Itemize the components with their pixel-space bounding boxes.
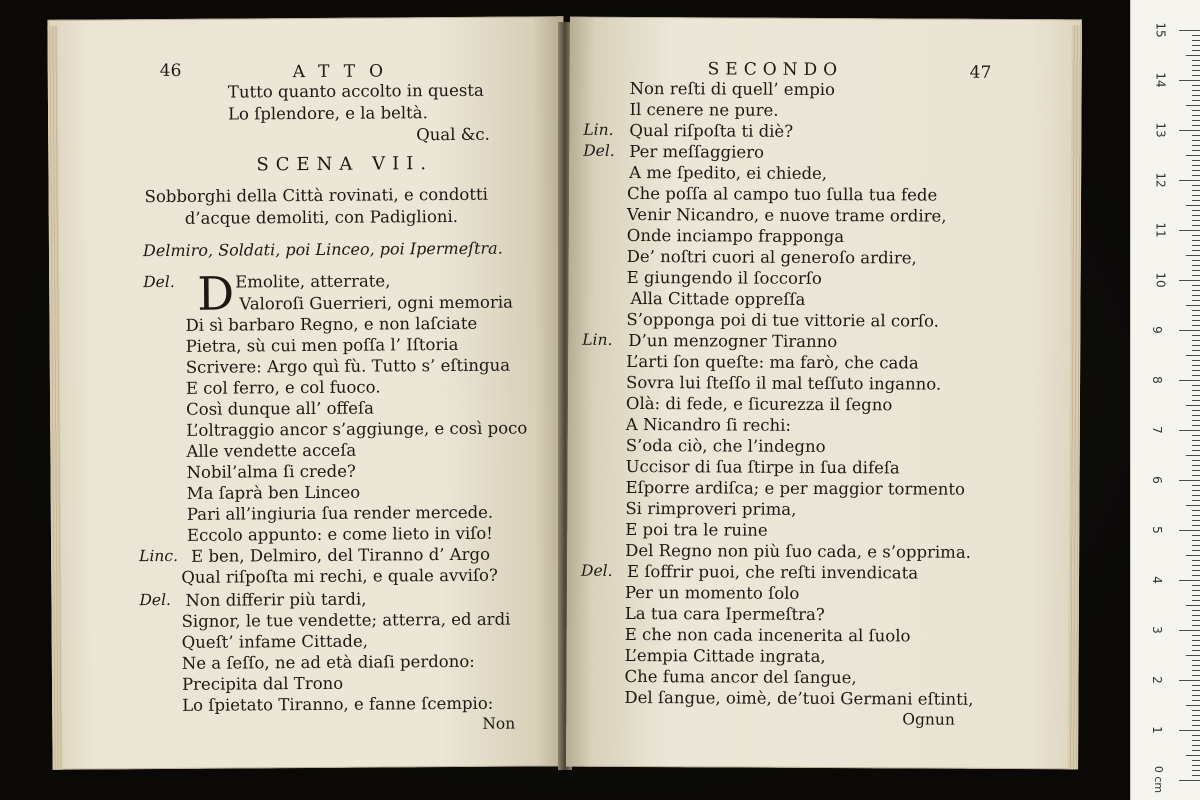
ruler-tick <box>1192 760 1200 761</box>
text-line: Signor, le tue vendette; atterra, ed ardi <box>181 609 511 631</box>
ruler-tick <box>1192 290 1200 291</box>
ruler-tick <box>1192 510 1200 511</box>
ruler-number: 9 <box>1149 326 1164 334</box>
ruler-tick <box>1186 605 1200 606</box>
ruler-tick <box>1192 395 1200 396</box>
ruler-tick <box>1192 60 1200 61</box>
ruler-tick <box>1192 415 1200 416</box>
ruler-tick <box>1192 645 1200 646</box>
ruler-tick <box>1192 735 1200 736</box>
ruler-tick <box>1192 675 1200 676</box>
text-line: Non differir più tardi, <box>185 589 367 610</box>
ruler-tick <box>1192 40 1200 41</box>
text-line: Queſt’ infame Cittade, <box>181 631 369 652</box>
text-line: Ne a ſeſſo, ne ad età diaſi perdono: <box>181 651 475 673</box>
ruler-tick <box>1186 355 1200 356</box>
ruler-tick <box>1186 55 1200 56</box>
ruler-tick <box>1192 620 1200 621</box>
text-line: Alle vendette acceſa <box>186 440 357 461</box>
ruler-tick <box>1192 435 1200 436</box>
ruler-tick <box>1192 775 1200 776</box>
text-line: L’oltraggio ancor s’aggiunge, e così poco <box>186 418 528 440</box>
ruler-tick <box>1186 555 1200 556</box>
ruler-tick <box>1179 730 1200 731</box>
ruler-tick <box>1192 120 1200 121</box>
ruler-tick <box>1192 150 1200 151</box>
ruler-tick <box>1192 465 1200 466</box>
ruler-tick <box>1192 770 1200 771</box>
ruler-tick <box>1192 515 1200 516</box>
ruler-tick <box>1192 195 1200 196</box>
ruler-tick <box>1192 410 1200 411</box>
ruler-tick <box>1192 370 1200 371</box>
ruler-tick <box>1179 180 1200 181</box>
ruler-tick <box>1192 100 1200 101</box>
ruler-number: 12 <box>1153 172 1168 188</box>
ruler-tick <box>1192 460 1200 461</box>
left-page <box>47 16 568 770</box>
text-line: Lo ſpietato Tiranno, e fanne ſcempio: <box>182 693 494 715</box>
ruler-tick <box>1192 325 1200 326</box>
ruler-tick <box>1192 575 1200 576</box>
ruler-tick <box>1192 310 1200 311</box>
text-line: E poi tra le ruine <box>625 519 768 540</box>
ruler-tick <box>1192 345 1200 346</box>
ruler-tick <box>1192 725 1200 726</box>
text-line: Emolite, atterrate, <box>235 271 391 292</box>
ruler-tick <box>1192 225 1200 226</box>
speaker-label: Lin. <box>582 330 613 349</box>
ruler-tick <box>1192 75 1200 76</box>
ruler-tick <box>1192 560 1200 561</box>
ruler-tick <box>1179 280 1200 281</box>
ruler-tick <box>1179 80 1200 81</box>
text-line: Per meſſaggiero <box>629 141 765 162</box>
text-line: L’empia Cittade ingrata, <box>624 645 826 667</box>
ruler-tick <box>1192 540 1200 541</box>
ruler-tick <box>1186 255 1200 256</box>
ruler-tick <box>1192 710 1200 711</box>
page-edges-right <box>1068 25 1082 769</box>
ruler-tick <box>1186 505 1200 506</box>
ruler-number: 14 <box>1153 72 1168 88</box>
ruler-tick <box>1186 205 1200 206</box>
ruler-tick <box>1192 385 1200 386</box>
ruler-tick <box>1179 780 1200 781</box>
ruler-tick <box>1192 570 1200 571</box>
ruler-tick <box>1192 490 1200 491</box>
ruler-tick <box>1192 520 1200 521</box>
ruler-number: 2 <box>1149 676 1164 684</box>
ruler-number: 1 <box>1149 726 1164 734</box>
ruler-tick <box>1192 295 1200 296</box>
text-line: La tua cara Ipermeſtra? <box>624 603 825 625</box>
ruler-tick <box>1179 580 1200 581</box>
ruler-tick <box>1192 350 1200 351</box>
ruler-tick <box>1192 200 1200 201</box>
right-page <box>566 17 1082 770</box>
text-line: Si rimproveri prima, <box>625 498 797 519</box>
ruler-tick <box>1192 245 1200 246</box>
ruler-tick <box>1192 610 1200 611</box>
ruler-tick <box>1192 625 1200 626</box>
speaker-label: Lin. <box>583 120 614 139</box>
ruler-tick <box>1192 425 1200 426</box>
text-line: Precipita dal Trono <box>181 673 344 694</box>
ruler-number: 10 <box>1153 272 1168 288</box>
ruler-tick <box>1179 480 1200 481</box>
ruler-tick <box>1192 590 1200 591</box>
ruler-tick <box>1192 215 1200 216</box>
ruler-tick <box>1192 400 1200 401</box>
speaker-label: Del. <box>583 141 615 160</box>
text-line: L’arti ſon queſte: ma farò, che cada <box>626 351 919 373</box>
ruler-tick <box>1186 655 1200 656</box>
ruler-tick <box>1179 230 1200 231</box>
ruler-tick <box>1192 750 1200 751</box>
ruler-tick <box>1192 440 1200 441</box>
ruler-tick <box>1192 240 1200 241</box>
text-line: Del ſangue, oimè, de’tuoi Germani eſtinti, <box>624 687 974 709</box>
ruler-tick <box>1192 595 1200 596</box>
text-line: E ſoffrir puoi, che reſti invendicata <box>627 561 919 583</box>
ruler-tick <box>1192 270 1200 271</box>
ruler-tick <box>1192 360 1200 361</box>
text-line: E col ferro, e col fuoco. <box>185 377 381 398</box>
ruler-tick <box>1186 455 1200 456</box>
ruler-tick <box>1192 190 1200 191</box>
setting-line: d’acque demoliti, con Padiglioni. <box>184 206 459 228</box>
speaker-label: Del. <box>581 561 613 580</box>
ruler-tick <box>1186 155 1200 156</box>
page-number-left: 46 <box>159 60 182 82</box>
ruler-tick <box>1179 530 1200 531</box>
text-line: A me ſpedito, ei chiede, <box>629 162 828 184</box>
ruler-tick <box>1192 275 1200 276</box>
text-line: Pietra, sù cui men poſſa l’ Iſtoria <box>185 334 459 356</box>
ruler-tick <box>1192 550 1200 551</box>
text-line: Olà: di fede, e ſicurezza il ſegno <box>625 393 893 415</box>
ruler-tick <box>1192 500 1200 501</box>
ruler-tick <box>1192 125 1200 126</box>
text-line: D’un menzogner Tiranno <box>628 330 838 352</box>
ruler-tick <box>1192 335 1200 336</box>
ruler-tick <box>1192 420 1200 421</box>
ruler-tick <box>1192 265 1200 266</box>
ruler-tick <box>1192 300 1200 301</box>
ruler-tick <box>1192 185 1200 186</box>
ruler-tick <box>1192 615 1200 616</box>
ruler-tick <box>1192 495 1200 496</box>
text-line: Tutto quanto accolto in questa <box>227 80 484 102</box>
ruler-tick <box>1192 50 1200 51</box>
ruler-tick <box>1186 705 1200 706</box>
ruler-tick <box>1192 390 1200 391</box>
ruler-tick <box>1179 330 1200 331</box>
ruler-tick <box>1186 755 1200 756</box>
measuring-ruler <box>1130 0 1200 800</box>
ruler-tick <box>1192 690 1200 691</box>
setting-line: Sobborghi della Città rovinati, e condotti <box>144 184 488 207</box>
text-line: S’opponga poi di tue vittorie al corſo. <box>626 309 940 331</box>
ruler-tick <box>1192 640 1200 641</box>
ruler-tick <box>1192 70 1200 71</box>
ruler-tick <box>1192 700 1200 701</box>
text-line: Uccisor di ſua ſtirpe in ſua difeſa <box>625 456 900 478</box>
text-line: S’oda ciò, che l’indegno <box>625 435 826 457</box>
ruler-number: 4 <box>1149 576 1164 584</box>
ruler-tick <box>1179 130 1200 131</box>
ruler-tick <box>1179 630 1200 631</box>
ruler-tick <box>1192 545 1200 546</box>
ruler-tick <box>1179 430 1200 431</box>
ruler-tick <box>1179 680 1200 681</box>
ruler-tick <box>1192 485 1200 486</box>
text-line: Di sì barbaro Regno, e non laſciate <box>185 313 478 335</box>
ruler-tick <box>1192 235 1200 236</box>
ruler-tick <box>1192 315 1200 316</box>
ruler-number: 6 <box>1149 476 1164 484</box>
ruler-tick <box>1192 145 1200 146</box>
ruler-tick <box>1192 450 1200 451</box>
text-line: Il cenere ne pure. <box>629 99 779 120</box>
running-head-right: SECONDO <box>707 59 844 81</box>
text-line: Pari all’ingiuria ſua render mercede. <box>186 502 494 524</box>
ruler-tick <box>1192 110 1200 111</box>
ruler-number: 15 <box>1153 22 1168 38</box>
ruler-number: 3 <box>1149 626 1164 634</box>
text-line: Eſporre ardiſca; e per maggior tormento <box>625 477 966 499</box>
ruler-tick <box>1192 365 1200 366</box>
text-line: Scrivere: Argo quì fù. Tutto s’ eſtingua <box>185 355 511 377</box>
text-line: Qual riſpoſta mi rechi, e quale avviſo? <box>181 565 498 587</box>
ruler-tick <box>1192 535 1200 536</box>
ruler-tick <box>1192 135 1200 136</box>
running-head-left: ATTO <box>292 61 398 83</box>
ruler-tick <box>1192 695 1200 696</box>
ruler-tick <box>1192 115 1200 116</box>
text-line: Per un momento ſolo <box>624 582 800 603</box>
speaker-label: Del. <box>143 272 175 292</box>
ruler-tick <box>1192 160 1200 161</box>
catchword: Ognun <box>902 710 955 729</box>
text-line: Eccolo appunto: e come lieto in viſo! <box>186 523 493 545</box>
text-line: E ben, Delmiro, del Tiranno d’ Argo <box>191 544 491 566</box>
cast-list: Delmiro, Soldati, poi Linceo, poi Ipermeſtra. <box>142 238 503 261</box>
text-line: Così dunque all’ offeſa <box>186 398 374 419</box>
text-line: Venir Nicandro, e nuove trame ordire, <box>626 204 947 226</box>
ruler-tick <box>1192 635 1200 636</box>
ruler-tick <box>1192 665 1200 666</box>
ruler-tick <box>1192 375 1200 376</box>
ruler-tick <box>1192 745 1200 746</box>
ruler-tick <box>1192 285 1200 286</box>
ruler-number: 13 <box>1153 122 1168 138</box>
ruler-tick <box>1192 65 1200 66</box>
ruler-tick <box>1192 600 1200 601</box>
ruler-number: 5 <box>1149 526 1164 534</box>
ruler-unit-label: 0 cm <box>1152 765 1166 794</box>
ruler-tick <box>1192 45 1200 46</box>
open-book <box>40 18 1090 780</box>
text-line: Onde inciampo frapponga <box>626 225 845 247</box>
ruler-tick <box>1192 340 1200 341</box>
ruler-tick <box>1192 170 1200 171</box>
ruler-tick <box>1192 765 1200 766</box>
ruler-tick <box>1192 260 1200 261</box>
cue-line: Qual &c. <box>416 124 490 145</box>
ruler-number: 7 <box>1149 426 1164 434</box>
speaker-label: Del. <box>139 590 171 610</box>
text-line: Ma ſaprà ben Linceo <box>186 482 361 503</box>
ruler-tick <box>1179 380 1200 381</box>
ruler-tick <box>1192 650 1200 651</box>
ruler-tick <box>1192 565 1200 566</box>
speaker-label: Linc. <box>139 546 179 566</box>
ruler-tick <box>1192 475 1200 476</box>
ruler-tick <box>1192 720 1200 721</box>
text-line: Sovra lui ſteſſo il mal teſſuto inganno. <box>626 372 942 394</box>
ruler-tick <box>1192 90 1200 91</box>
page-edges-left <box>47 26 62 770</box>
ruler-tick <box>1192 685 1200 686</box>
ruler-tick <box>1186 405 1200 406</box>
text-line: Del Regno non più ſuo cada, e s’opprima. <box>625 540 971 562</box>
ruler-tick <box>1179 30 1200 31</box>
text-line: Qual riſpoſta ti diè? <box>629 120 794 141</box>
text-line: Che fuma ancor del ſangue, <box>624 666 857 688</box>
page-number-right: 47 <box>969 62 992 83</box>
ruler-tick <box>1192 660 1200 661</box>
ruler-tick <box>1192 250 1200 251</box>
ruler-tick <box>1192 220 1200 221</box>
scene-title: SCENA VII. <box>256 153 434 176</box>
ruler-tick <box>1192 140 1200 141</box>
text-line: Lo ſplendore, e la beltà. <box>227 103 428 124</box>
text-line: Che poſſa al campo tuo ſulla tua fede <box>626 183 938 205</box>
ruler-number: 11 <box>1153 222 1168 238</box>
ruler-tick <box>1192 445 1200 446</box>
ruler-tick <box>1186 305 1200 306</box>
ruler-tick <box>1192 85 1200 86</box>
ruler-tick <box>1192 715 1200 716</box>
text-line: De’ noſtri cuori al generoſo ardire, <box>626 246 917 268</box>
ruler-tick <box>1192 585 1200 586</box>
ruler-tick <box>1186 105 1200 106</box>
ruler-tick <box>1192 35 1200 36</box>
ruler-number: 8 <box>1149 376 1164 384</box>
ruler-tick <box>1192 670 1200 671</box>
text-line: E giungendo il ſoccorſo <box>626 267 822 288</box>
ruler-tick <box>1192 740 1200 741</box>
ruler-tick <box>1192 175 1200 176</box>
ruler-tick <box>1192 210 1200 211</box>
text-line: Nobil’alma ſi crede? <box>186 461 356 482</box>
text-line: E che non cada incenerita al ſuolo <box>624 624 911 646</box>
text-line: Valoroſi Guerrieri, ogni memoria <box>239 292 514 314</box>
ruler-tick <box>1192 165 1200 166</box>
ruler-tick <box>1192 95 1200 96</box>
text-line: A Nicandro ſi rechi: <box>625 414 792 435</box>
ruler-tick <box>1192 525 1200 526</box>
catchword: Non <box>482 714 516 733</box>
ruler-tick <box>1192 470 1200 471</box>
ruler-tick <box>1192 320 1200 321</box>
text-line: Alla Cittade oppreſſa <box>630 288 806 309</box>
text-line: Non reſti di quell’ empio <box>629 78 836 100</box>
drop-cap: D <box>197 266 235 321</box>
